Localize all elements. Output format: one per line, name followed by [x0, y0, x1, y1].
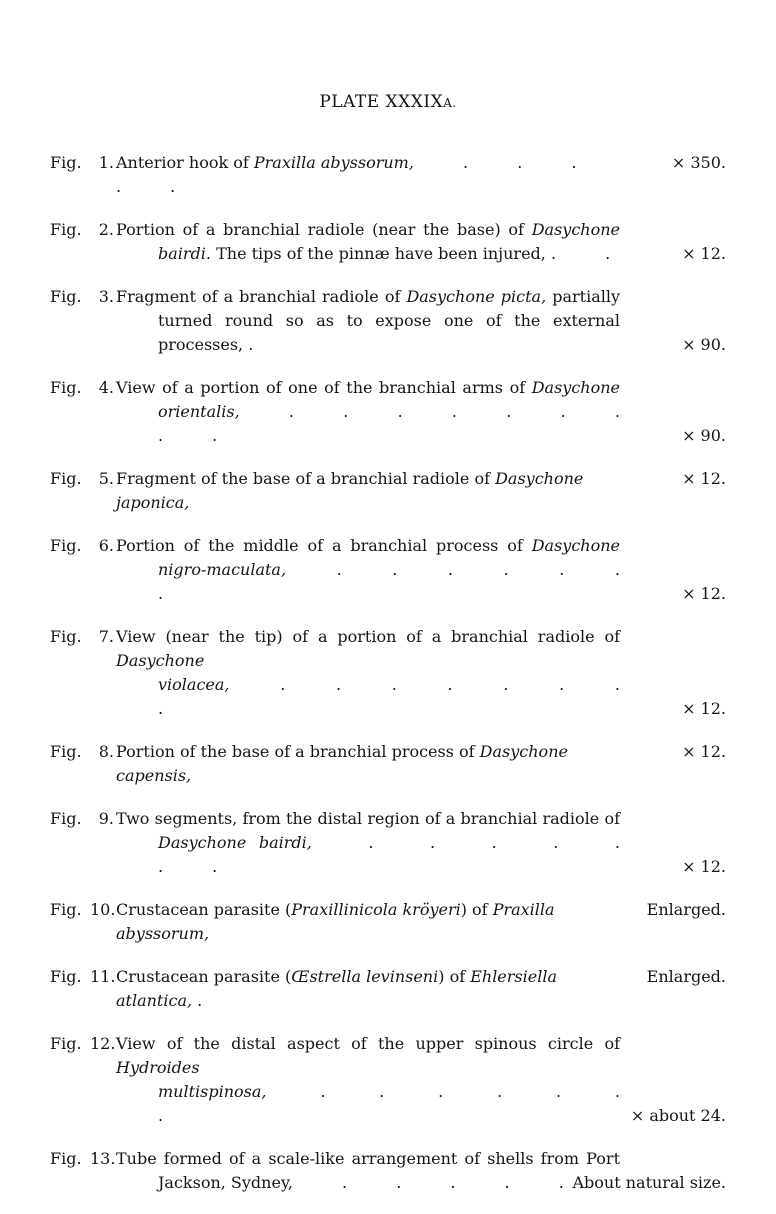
figure-number: 7. [98, 627, 114, 646]
figure-list [50, 151, 730, 1214]
description-text: Portion of the middle of a branchial process of [116, 536, 532, 555]
description-text: Fragment of the base of a branchial radiole of [116, 469, 496, 488]
magnification: × 350. [671, 153, 726, 172]
description-line [116, 285, 620, 309]
species-name: Dasychone [531, 536, 620, 555]
description-line [116, 625, 620, 673]
figure-number: 4. [98, 378, 114, 397]
figure-description [116, 285, 620, 357]
description-line [116, 1032, 620, 1080]
figure-number: 10. [90, 900, 116, 919]
description-line-continued [116, 309, 620, 357]
magnification: Enlarged. [646, 967, 726, 986]
figure-label [50, 1032, 114, 1056]
figure-description [116, 740, 620, 788]
magnification: × 12. [682, 699, 726, 718]
description-text: View of a portion of one of the branchial arms of [116, 378, 532, 397]
figure-entry [50, 740, 730, 788]
species-name: Dasychone picta, [406, 287, 547, 306]
figure-number: 3. [98, 287, 114, 306]
description-line-continued [116, 1171, 620, 1195]
figure-label [50, 376, 114, 400]
figure-label [50, 534, 114, 558]
figure-label [50, 1147, 114, 1171]
figure-label [50, 625, 114, 649]
leader-dots: . . . . . [116, 153, 577, 196]
plate-title [0, 92, 776, 112]
plate-title-main: PLATE XXXIX [319, 92, 444, 112]
figure-number: 9. [98, 809, 114, 828]
figure-word: Fig. [50, 809, 82, 828]
figure-number: 6. [98, 536, 114, 555]
plate-title-suffix: A. [443, 96, 457, 110]
description-line [116, 151, 620, 199]
magnification: × 12. [682, 857, 726, 876]
species-name: Dasychone [531, 378, 620, 397]
figure-description [116, 625, 620, 721]
species-name: Dasychone japonica, [116, 469, 584, 512]
figure-number: 11. [90, 967, 116, 986]
figure-number: 12. [90, 1034, 116, 1053]
species-name: Dasychone [531, 220, 620, 239]
description-line [116, 534, 620, 558]
figure-label [50, 965, 114, 989]
figure-number: 8. [98, 742, 114, 761]
description-text: Anterior hook of [116, 153, 254, 172]
species-name: nigro-maculata, [158, 560, 287, 579]
leader-dots: . [556, 244, 611, 263]
species-name: orientalis, [158, 402, 240, 421]
figure-number: 2. [98, 220, 114, 239]
figure-entry [50, 534, 730, 606]
magnification: × 12. [682, 469, 726, 488]
figure-word: Fig. [50, 287, 82, 306]
figure-label [50, 285, 114, 309]
magnification: × 12. [682, 742, 726, 761]
species-name: Praxilla abyssorum, [253, 153, 414, 172]
figure-label [50, 467, 114, 491]
figure-word: Fig. [50, 742, 82, 761]
species-name: violacea, [158, 675, 230, 694]
figure-description [116, 965, 620, 1013]
figure-description [116, 151, 620, 199]
figure-word: Fig. [50, 153, 82, 172]
species-name: Ehlersiella atlantica, [116, 967, 557, 1010]
description-text: View of the distal aspect of the upper spinous circle of [116, 1034, 620, 1053]
description-line-continued [116, 400, 620, 448]
figure-entry [50, 151, 730, 199]
figure-description [116, 898, 620, 946]
description-line-continued [116, 242, 620, 266]
figure-label [50, 898, 114, 922]
species-name: bairdi. [158, 244, 211, 263]
leader-dots: . . . . . . . [158, 833, 620, 876]
species-name: Œstrella levinseni [291, 967, 439, 986]
figure-description [116, 218, 620, 266]
figure-entry [50, 898, 730, 946]
description-line [116, 376, 620, 400]
figure-number: 5. [98, 469, 114, 488]
leader-dots: . . . . . . . . . [158, 402, 620, 445]
figure-description [116, 1032, 620, 1128]
leader-dots: . . . . . [292, 1173, 564, 1192]
description-text: The tips of the pinnæ have been injured, . [211, 244, 557, 263]
description-text: Crustacean parasite ( [116, 967, 292, 986]
figure-word: Fig. [50, 536, 82, 555]
figure-description [116, 534, 620, 606]
species-name: Praxilla abyssorum, [116, 900, 555, 943]
species-name: multispinosa, [158, 1082, 267, 1101]
figure-entry [50, 1147, 730, 1195]
figure-description [116, 467, 620, 515]
description-line [116, 898, 620, 946]
figure-label [50, 807, 114, 831]
description-line [116, 218, 620, 242]
magnification: × 12. [682, 244, 726, 263]
species-name: Dasychone capensis, [116, 742, 568, 785]
magnification: × 90. [682, 426, 726, 445]
magnification: Enlarged. [646, 900, 726, 919]
figure-label [50, 218, 114, 242]
figure-word: Fig. [50, 967, 82, 986]
leader-dots: . . . . . . . [158, 560, 620, 603]
leader-dots: . . . . . . . [158, 1082, 620, 1125]
description-text: Portion of the base of a branchial process of [116, 742, 480, 761]
figure-word: Fig. [50, 627, 82, 646]
figure-entry [50, 218, 730, 266]
species-name: Dasychone [116, 651, 205, 670]
magnification: × 90. [682, 335, 726, 354]
figure-label [50, 740, 114, 764]
figure-number: 13. [90, 1149, 116, 1168]
figure-word: Fig. [50, 220, 82, 239]
magnification: About natural size. [572, 1173, 726, 1192]
figure-word: Fig. [50, 900, 82, 919]
description-text: Tube formed of a scale-like arrangement of shells from Port [116, 1149, 620, 1168]
magnification: × 12. [682, 584, 726, 603]
description-text: View (near the tip) of a portion of a branchial radiole of [116, 627, 620, 646]
description-text: Jackson, Sydney, [158, 1173, 293, 1192]
figure-description [116, 1147, 620, 1195]
description-text: Portion of a branchial radiole (near the base) of [116, 220, 532, 239]
figure-word: Fig. [50, 1034, 82, 1053]
description-line-continued [116, 673, 620, 721]
figure-entry [50, 376, 730, 448]
figure-number: 1. [98, 153, 114, 172]
description-line-continued [116, 1080, 620, 1128]
figure-entry [50, 467, 730, 515]
figure-entry [50, 285, 730, 357]
figure-entry [50, 1032, 730, 1128]
figure-label [50, 151, 114, 175]
description-text: Two segments, from the distal region of a branchial radiole of [116, 809, 620, 828]
description-line-continued [116, 831, 620, 879]
species-name: Dasychone bairdi, [158, 833, 312, 852]
figure-entry [50, 625, 730, 721]
description-text: partially [546, 287, 621, 306]
description-line [116, 965, 620, 1013]
description-line-continued [116, 558, 620, 606]
figure-description [116, 376, 620, 448]
figure-word: Fig. [50, 469, 82, 488]
description-text: Fragment of a branchial radiole of [116, 287, 407, 306]
figure-description [116, 807, 620, 879]
description-text: . [192, 991, 203, 1010]
species-name: Praxillinicola kröyeri [291, 900, 461, 919]
description-text: ) of [438, 967, 471, 986]
description-line [116, 467, 620, 515]
leader-dots: . . . . . . . . [158, 675, 620, 718]
figure-entry [50, 807, 730, 879]
description-text: Crustacean parasite ( [116, 900, 292, 919]
species-name: Hydroides [116, 1058, 200, 1077]
figure-word: Fig. [50, 1149, 82, 1168]
figure-word: Fig. [50, 378, 82, 397]
description-line [116, 807, 620, 831]
magnification: × about 24. [630, 1106, 726, 1125]
description-line [116, 1147, 620, 1171]
description-text: ) of [460, 900, 493, 919]
description-line [116, 740, 620, 788]
figure-entry [50, 965, 730, 1013]
description-text: turned round so as to expose one of the external processes, . [158, 311, 620, 354]
